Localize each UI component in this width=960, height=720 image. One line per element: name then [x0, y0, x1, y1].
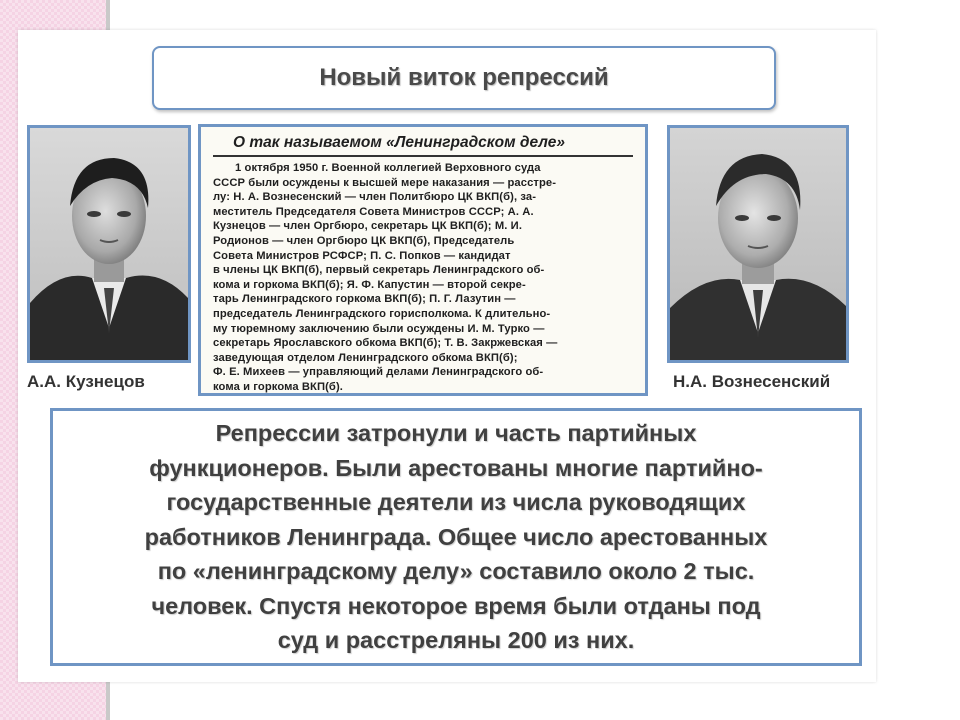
document-body [213, 161, 635, 395]
portrait-kuznetsov [27, 125, 191, 363]
document-line: Ф. Е. Михеев — управляющий делами Ленинградского об- [213, 366, 544, 379]
document-line: СССР были осуждены к высшей мере наказания — расстре- [213, 176, 557, 189]
portrait-voznesensky [667, 125, 849, 363]
document-line: Совета Министров РСФСР; П. С. Попков — кандидат [213, 249, 511, 262]
summary-line: Репрессии затронули и часть партийных [215, 420, 697, 447]
document-line: кома и горкома ВКП(б). [213, 380, 343, 393]
document-divider [213, 155, 633, 157]
summary-line: государственные деятели из числа руководящих [166, 489, 746, 516]
slide-title: Новый виток репрессий [319, 64, 609, 91]
document-line: меститель Председателя Совета Министров СССР; А. А. [213, 205, 534, 218]
document-excerpt [198, 124, 648, 396]
summary-line: работников Ленинграда. Общее число арестованных [144, 523, 768, 550]
document-line: тарь Ленинградского горкома ВКП(б); П. Г. Лазутин — [213, 293, 516, 306]
summary-text [145, 416, 768, 658]
title-box [152, 46, 776, 110]
document-line: секретарь Ярославского обкома ВКП(б); Т. В. Закржевская — [213, 337, 558, 350]
portrait-photo [670, 128, 846, 360]
portrait-photo [30, 128, 188, 360]
document-line: председатель Ленинградского горисполкома. К длительно- [213, 307, 551, 320]
document-line: му тюремному заключению были осуждены И. М. Турко — [213, 322, 545, 335]
document-line: кома и горкома ВКП(б); Я. Ф. Капустин — второй секре- [213, 278, 526, 291]
document-line: 1 октября 1950 г. Военной коллегией Верховного суда [235, 162, 541, 174]
summary-line: функционеров. Были арестованы многие партийно- [149, 454, 763, 481]
document-heading: О так называемом «Ленинградском деле» [233, 134, 565, 151]
portrait-caption-left: А.А. Кузнецов [27, 372, 145, 391]
document-line: заведующая отделом Ленинградского обкома ВКП(б); [213, 351, 518, 364]
document-line: Кузнецов — член Оргбюро, секретарь ЦК ВКП(б); М. И. [213, 220, 523, 233]
summary-box [50, 408, 862, 666]
summary-line: суд и расстреляны 200 из них. [277, 627, 635, 654]
document-line: Родионов — член Оргбюро ЦК ВКП(б), Председатель [213, 234, 515, 247]
summary-line: человек. Спустя некоторое время были отданы под [151, 592, 761, 619]
document-line: в члены ЦК ВКП(б), первый секретарь Ленинградского об- [213, 264, 545, 277]
summary-line: по «ленинградскому делу» составило около 2 тыс. [157, 558, 755, 585]
portrait-caption-right: Н.А. Вознесенский [673, 372, 831, 391]
document-line: лу: Н. А. Вознесенский — член Политбюро ЦК ВКП(б), за- [213, 191, 537, 204]
